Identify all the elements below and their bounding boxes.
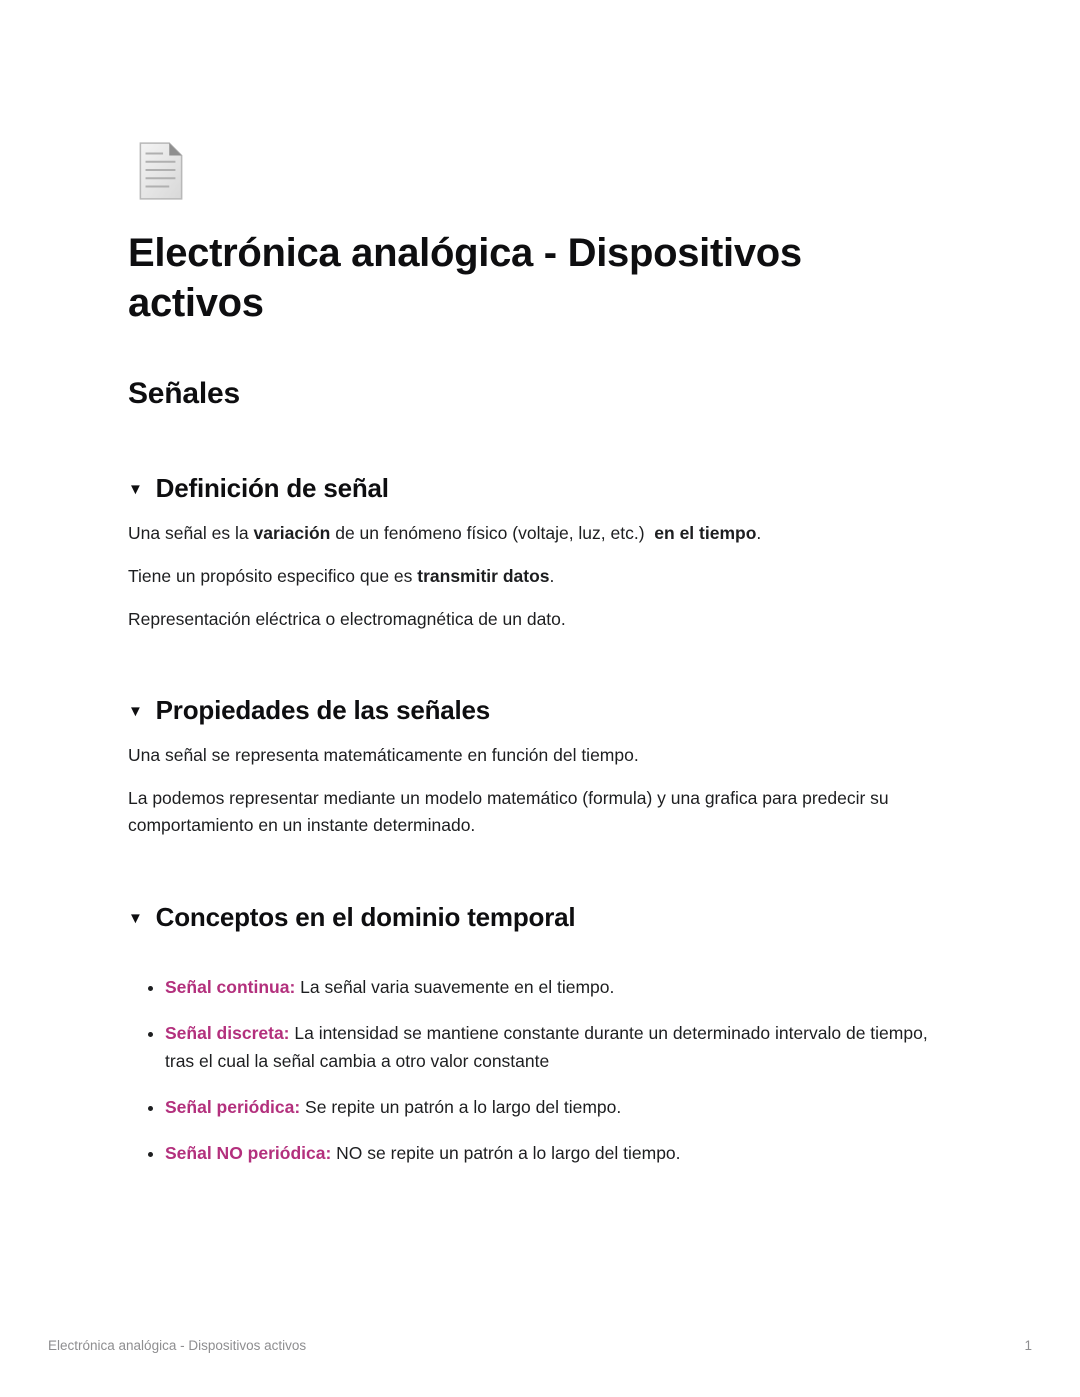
text-run-bold: Señal discreta: — [165, 1022, 290, 1043]
list-item — [165, 1019, 951, 1075]
paragraph — [128, 742, 952, 769]
toggle-chevron-icon[interactable]: ▼ — [128, 703, 143, 721]
bullet-list — [128, 973, 952, 1167]
text-run-bold: Señal continua: — [165, 976, 296, 997]
text-run-bold: transmitir datos — [417, 565, 550, 586]
toggle-chevron-icon[interactable]: ▼ — [128, 480, 143, 498]
text-run: Representación eléctrica o electromagnética de un dato. — [128, 609, 566, 630]
toggle-heading[interactable] — [128, 902, 952, 933]
list-item — [165, 973, 951, 1001]
text-run-bold: variación — [253, 522, 331, 543]
text-run: Una señal es la — [128, 522, 254, 543]
paragraph — [128, 785, 952, 839]
text-run-bold: Señal NO periódica: — [165, 1142, 332, 1163]
paragraph — [128, 563, 952, 590]
toggle-heading[interactable] — [128, 473, 952, 504]
toggle-section-2 — [128, 695, 952, 839]
text-run: NO se repite un patrón a lo largo del tiempo. — [331, 1142, 681, 1163]
toggle-chevron-icon[interactable]: ▼ — [128, 909, 143, 927]
toggle-heading-label: Definición de señal — [155, 472, 389, 503]
toggle-section-1 — [128, 473, 952, 633]
text-run: . — [549, 565, 555, 586]
text-run: La podemos representar mediante un modelo matemático (formula) y una grafica para predecir su comportamiento en un instante determinado. — [128, 788, 889, 836]
toggle-heading-label: Propiedades de las señales — [155, 695, 491, 726]
paragraph — [128, 520, 952, 547]
sections — [128, 473, 952, 1167]
text-run-bold: en el tiempo — [654, 522, 757, 543]
document-page-icon — [128, 138, 194, 204]
page-title: Electrónica analógica - Dispositivos activos — [128, 231, 802, 326]
list-item — [165, 1093, 951, 1121]
footer-page-number: 1 — [1024, 1338, 1032, 1353]
text-run: de un fenómeno físico (voltaje, luz, etc.) — [330, 522, 655, 543]
text-run-bold: Señal periódica: — [165, 1096, 301, 1117]
paragraph — [128, 606, 952, 633]
text-run: Tiene un propósito especifico que es — [128, 565, 418, 586]
text-run: Se repite un patrón a lo largo del tiempo. — [300, 1096, 622, 1117]
footer-document-name: Electrónica analógica - Dispositivos activos — [48, 1338, 307, 1353]
text-run: La señal varia suavemente en el tiempo. — [295, 976, 615, 997]
toggle-heading[interactable] — [128, 695, 952, 726]
toggle-section-3 — [128, 902, 952, 1167]
toggle-heading-label: Conceptos en el dominio temporal — [155, 901, 576, 932]
text-run: . — [756, 522, 762, 543]
section-title-senales: Señales — [128, 376, 241, 410]
text-run: Una señal se representa matemáticamente en función del tiempo. — [128, 745, 639, 766]
list-item — [165, 1139, 951, 1167]
text-run: La intensidad se mantiene constante durante un determinado intervalo de tiempo, tras el cual la señal cambia a otro valor constante — [165, 1022, 928, 1071]
page-footer — [48, 1338, 1032, 1353]
